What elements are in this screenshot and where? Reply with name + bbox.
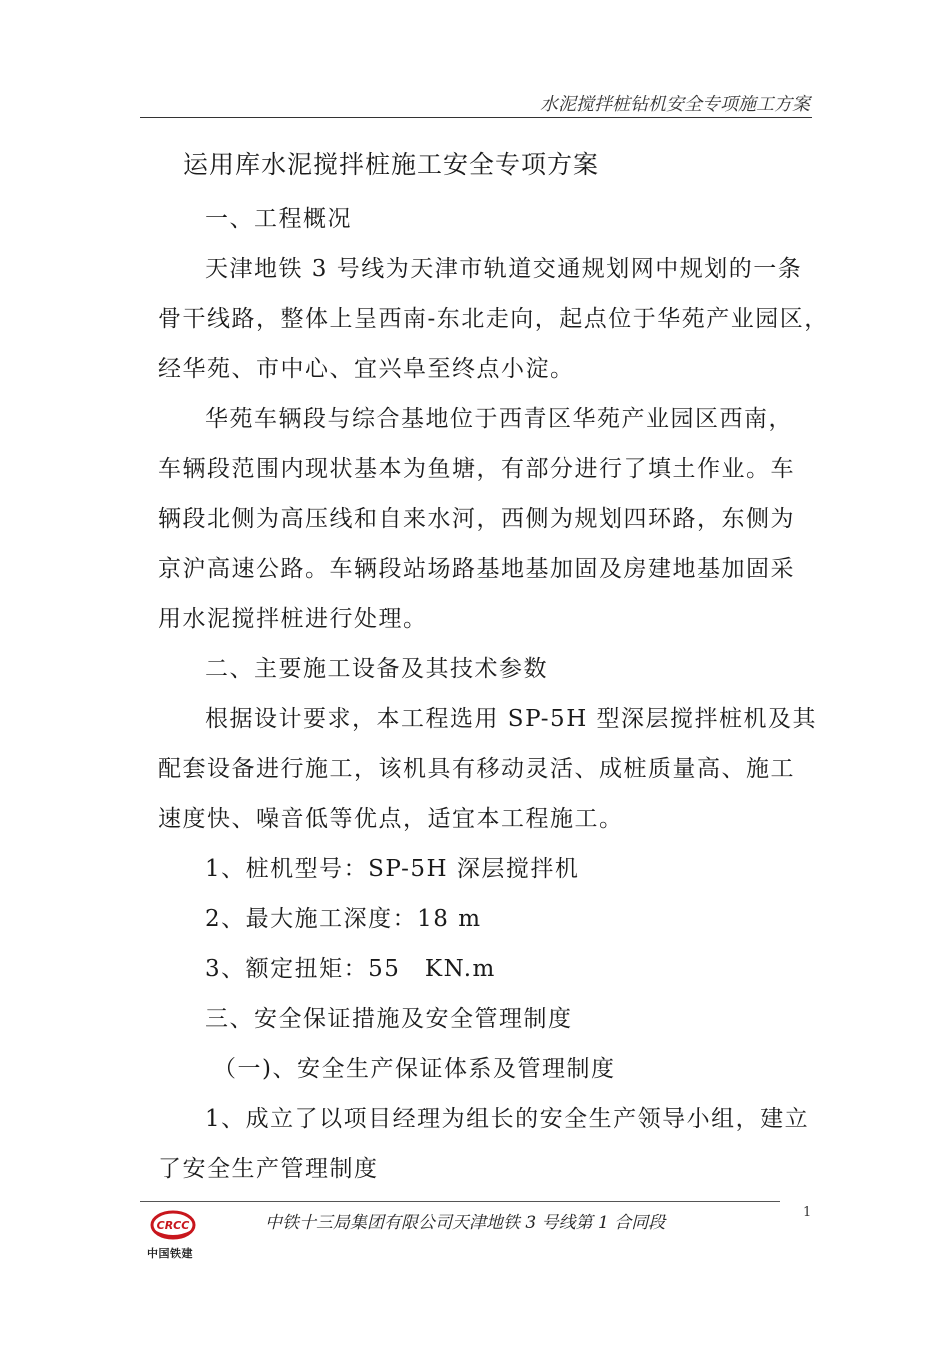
paragraph-line: 华苑车辆段与综合基地位于西青区华苑产业园区西南， bbox=[205, 406, 793, 432]
footer-company: 中铁十三局集团有限公司天津地铁 3 号线第 1 合同段 bbox=[265, 1213, 666, 1233]
paragraph-line: 速度快、噪音低等优点，适宜本工程施工。 bbox=[158, 806, 624, 832]
logo-mark-text: CRCC bbox=[156, 1219, 190, 1232]
spec-item: 2、最大施工深度：18 m bbox=[205, 906, 482, 932]
page-number: 1 bbox=[803, 1205, 812, 1220]
paragraph-line: 根据设计要求，本工程选用 SP-5H 型深层搅拌桩机及其 bbox=[205, 706, 818, 732]
document-title: 运用库水泥搅拌桩施工安全专项方案 bbox=[183, 150, 600, 179]
header-divider bbox=[140, 117, 812, 118]
subsection-heading: （一)、安全生产保证体系及管理制度 bbox=[213, 1056, 616, 1082]
paragraph-line: 车辆段范围内现状基本为鱼塘，有部分进行了填土作业。车 bbox=[158, 456, 795, 482]
paragraph-line: 1、成立了以项目经理为组长的安全生产领导小组，建立 bbox=[205, 1106, 810, 1132]
section-heading: 一、工程概况 bbox=[205, 206, 352, 232]
paragraph-line: 用水泥搅拌桩进行处理。 bbox=[158, 606, 428, 632]
paragraph-line: 京沪高速公路。车辆段站场路基地基加固及房建地基加固采 bbox=[158, 556, 795, 582]
spec-item: 1、桩机型号：SP-5H 深层搅拌机 bbox=[205, 856, 580, 882]
footer-divider bbox=[140, 1201, 780, 1202]
running-title: 水泥搅拌桩钻机安全专项施工方案 bbox=[540, 94, 810, 115]
paragraph-line: 配套设备进行施工，该机具有移动灵活、成桩质量高、施工 bbox=[158, 756, 795, 782]
paragraph-line: 了安全生产管理制度 bbox=[158, 1156, 379, 1182]
paragraph-line: 骨干线路，整体上呈西南-东北走向，起点位于华苑产业园区， bbox=[158, 306, 829, 332]
paragraph-line: 天津地铁 3 号线为天津市轨道交通规划网中规划的一条 bbox=[205, 256, 803, 282]
spec-item: 3、额定扭矩：55 KN.m bbox=[205, 956, 496, 982]
section-heading: 三、安全保证措施及安全管理制度 bbox=[205, 1006, 573, 1032]
logo-text: 中国铁建 bbox=[147, 1247, 193, 1260]
section-heading: 二、主要施工设备及其技术参数 bbox=[205, 656, 548, 682]
paragraph-line: 经华苑、市中心、宜兴阜至终点小淀。 bbox=[158, 356, 575, 382]
paragraph-line: 辆段北侧为高压线和自来水河，西侧为规划四环路，东侧为 bbox=[158, 506, 795, 532]
